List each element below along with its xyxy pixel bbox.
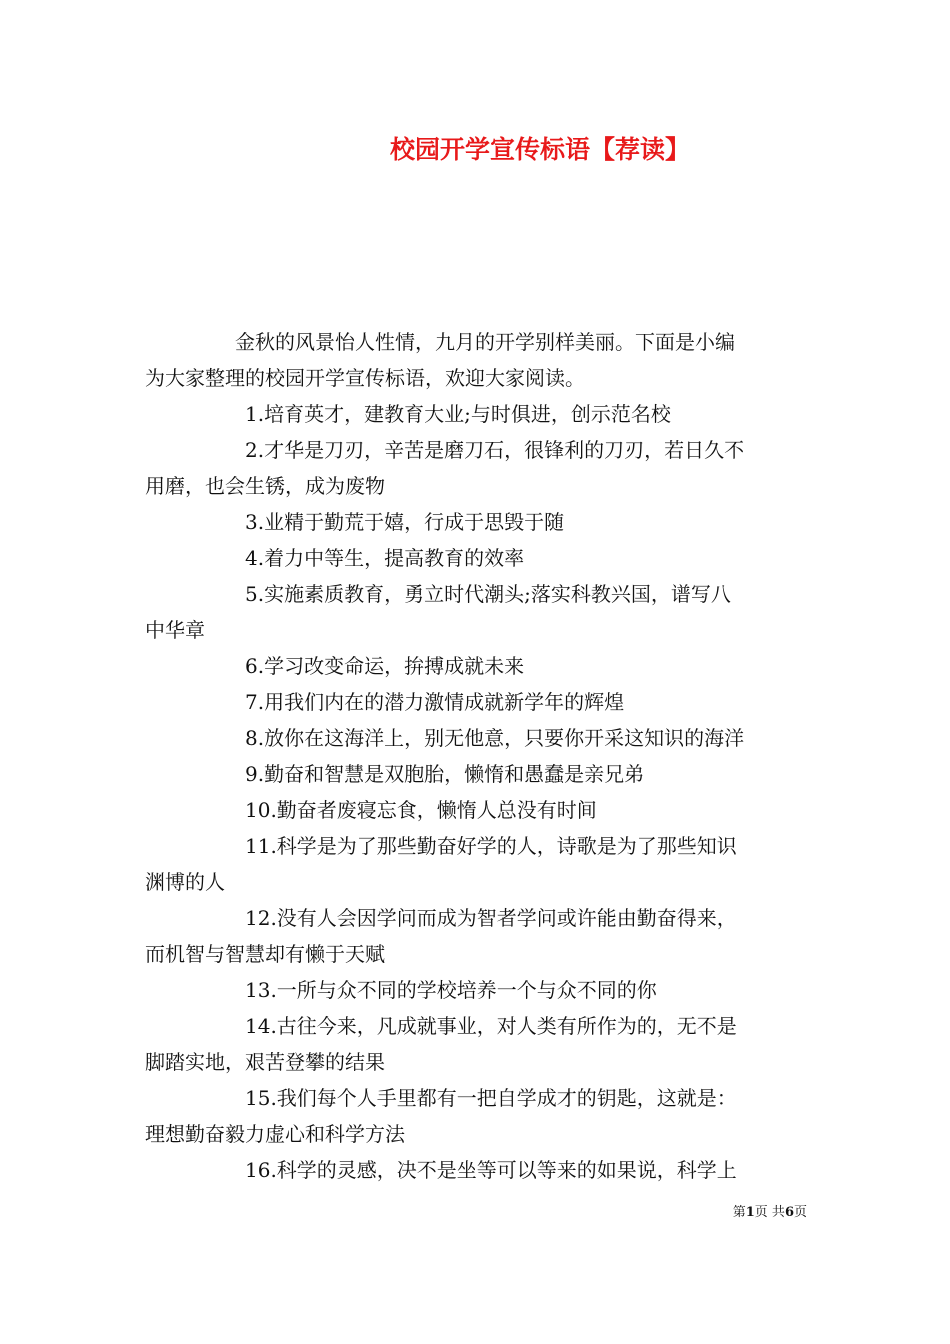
body-text-line: 用磨，也会生锈，成为废物 <box>145 474 385 498</box>
body-text-line: 14.古往今来，凡成就事业，对人类有所作为的，无不是 <box>245 1014 737 1038</box>
footer-middle: 页 共 <box>754 1205 785 1220</box>
body-text-line: 金秋的风景怡人性情，九月的开学别样美丽。下面是小编 <box>235 330 735 354</box>
body-text-line: 5.实施素质教育，勇立时代潮头;落实科教兴国，谱写八 <box>245 582 731 606</box>
body-text-line: 3.业精于勤荒于嬉，行成于思毁于随 <box>245 510 565 534</box>
footer-suffix: 页 <box>793 1205 807 1220</box>
body-text-line: 8.放你在这海洋上，别无他意，只要你开采这知识的海洋 <box>245 726 745 750</box>
body-text-line: 7.用我们内在的潜力激情成就新学年的辉煌 <box>245 690 625 714</box>
body-text-line: 11.科学是为了那些勤奋好学的人，诗歌是为了那些知识 <box>245 834 737 858</box>
footer-total-pages: 6 <box>784 1205 794 1220</box>
document-title: 校园开学宣传标语【荐读】 <box>389 135 690 164</box>
body-text-line: 13.一所与众不同的学校培养一个与众不同的你 <box>245 978 657 1002</box>
page-footer <box>733 1201 807 1220</box>
body-text-line: 6.学习改变命运，拚搏成就未来 <box>245 654 525 678</box>
document-body <box>145 324 810 1188</box>
footer-page-number: 1 <box>745 1205 755 1220</box>
body-text-line: 中华章 <box>145 618 205 642</box>
body-text-line: 渊博的人 <box>145 870 225 894</box>
body-text-line: 10.勤奋者废寝忘食，懒惰人总没有时间 <box>245 798 597 822</box>
body-text-line: 12.没有人会因学问而成为智者学问或许能由勤奋得来， <box>245 906 737 930</box>
body-text-line: 理想勤奋毅力虚心和科学方法 <box>145 1122 405 1146</box>
body-text-line: 1.培育英才，建教育大业;与时俱进，创示范名校 <box>245 402 671 426</box>
body-text-line: 为大家整理的校园开学宣传标语，欢迎大家阅读。 <box>145 366 585 390</box>
body-text-line: 2.才华是刀刃，辛苦是磨刀石，很锋利的刀刃，若日久不 <box>245 438 745 462</box>
footer-prefix: 第 <box>732 1205 746 1220</box>
body-text-line: 15.我们每个人手里都有一把自学成才的钥匙，这就是： <box>245 1086 737 1110</box>
body-text-line: 9.勤奋和智慧是双胞胎，懒惰和愚蠢是亲兄弟 <box>245 762 645 786</box>
body-text-line: 脚踏实地，艰苦登攀的结果 <box>145 1050 385 1074</box>
body-text-line: 16.科学的灵感，决不是坐等可以等来的如果说，科学上 <box>245 1158 737 1182</box>
body-text-line: 4.着力中等生，提高教育的效率 <box>245 546 525 570</box>
body-text-line: 而机智与智慧却有懒于天赋 <box>145 942 385 966</box>
